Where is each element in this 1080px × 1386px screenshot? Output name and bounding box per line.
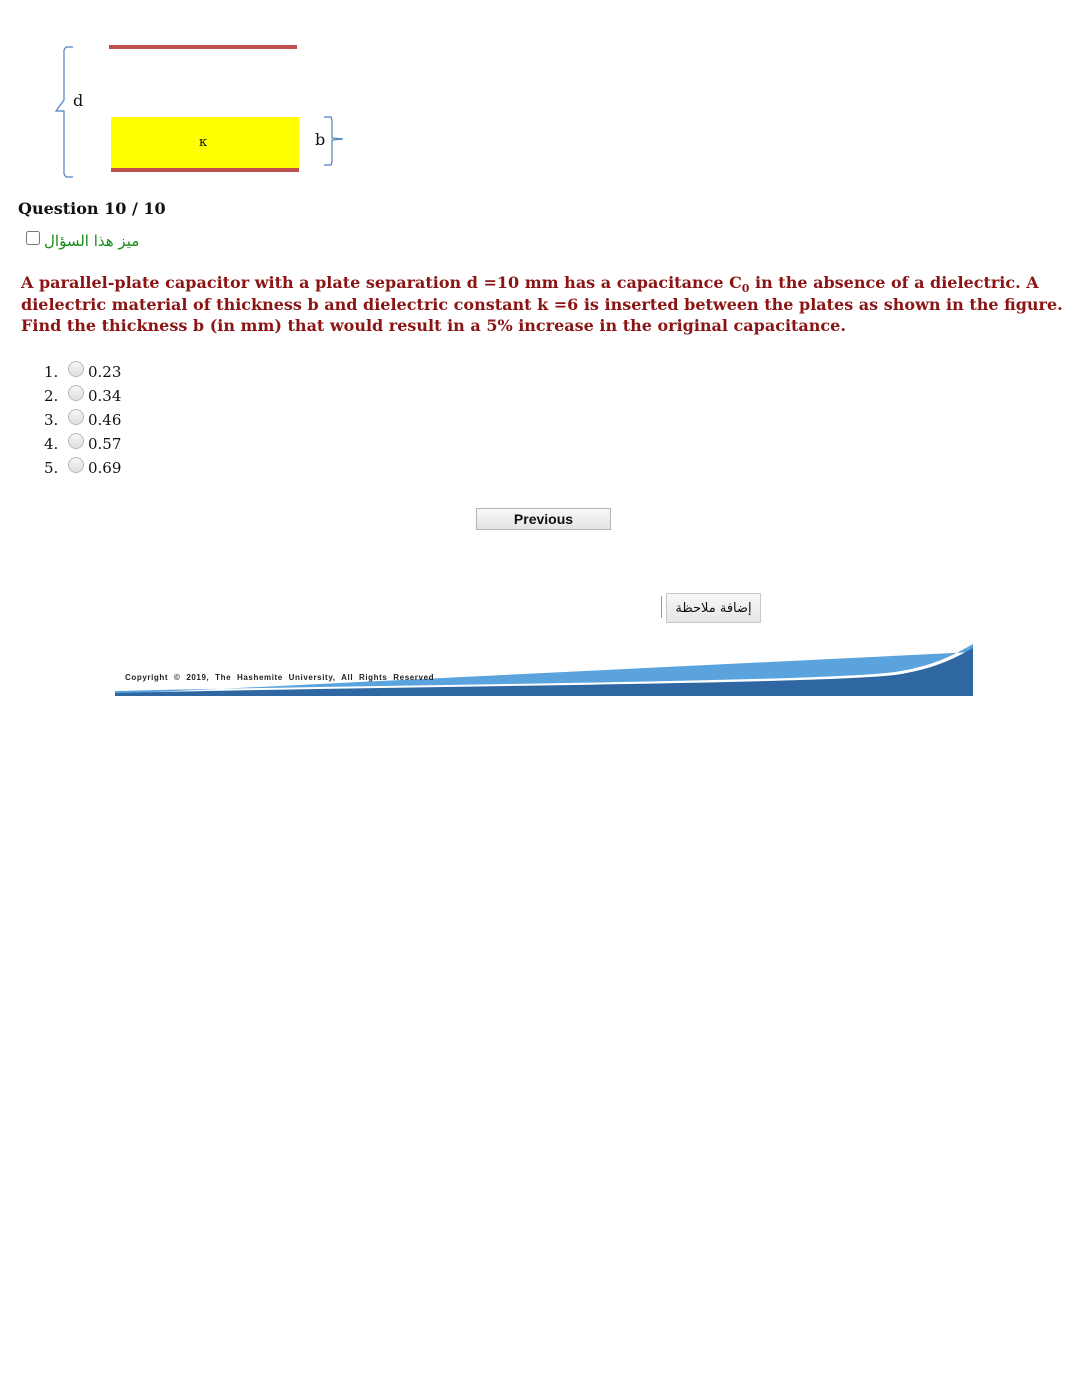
option-number: 3.: [44, 411, 59, 429]
capacitor-figure: [50, 38, 360, 188]
option-radio[interactable]: [68, 433, 84, 449]
flag-question-label[interactable]: ميز هذا السؤال: [44, 232, 140, 250]
answer-option[interactable]: [44, 456, 121, 480]
question-text: [21, 272, 1073, 337]
option-radio[interactable]: [68, 385, 84, 401]
option-number: 1.: [44, 363, 59, 381]
footer: [115, 642, 973, 696]
previous-button[interactable]: Previous: [476, 508, 611, 530]
question-number: Question 10 / 10: [18, 199, 166, 218]
option-radio[interactable]: [68, 457, 84, 473]
copyright-text: Copyright © 2019, The Hashemite University, All Rights Reserved: [125, 673, 435, 682]
footer-wave: [115, 642, 973, 696]
flag-question-row[interactable]: [26, 226, 139, 250]
answer-option[interactable]: [44, 432, 121, 456]
kappa-label: κ: [199, 135, 208, 150]
question-text-part2: in the absence of a dielectric. A dielectric material of thickness b and dielectric constant k =6 is inserted between the plates as shown in the figure. Find the thickness b (in mm) that would result in a 5% increase in the original capacitance.: [21, 273, 1063, 335]
option-label[interactable]: 0.46: [88, 411, 122, 429]
option-label[interactable]: 0.34: [88, 387, 122, 405]
add-note-button[interactable]: إضافة ملاحظة: [666, 593, 761, 623]
flag-question-checkbox[interactable]: [26, 231, 40, 245]
option-number: 5.: [44, 459, 59, 477]
d-label: d: [73, 91, 84, 110]
answer-option[interactable]: [44, 384, 121, 408]
b-label: b: [315, 130, 326, 149]
option-label[interactable]: 0.69: [88, 459, 122, 477]
option-number: 2.: [44, 387, 59, 405]
option-radio[interactable]: [68, 361, 84, 377]
b-bracket: [324, 117, 343, 165]
d-bracket: [56, 47, 73, 177]
option-number: 4.: [44, 435, 59, 453]
question-text-part1: A parallel-plate capacitor with a plate separation d =10 mm has a capacitance C: [21, 273, 742, 292]
option-label[interactable]: 0.23: [88, 363, 122, 381]
capacitor-diagram: [50, 38, 360, 188]
note-divider: [661, 596, 662, 618]
option-label[interactable]: 0.57: [88, 435, 122, 453]
top-plate: [109, 45, 297, 49]
bottom-plate: [111, 168, 299, 172]
answer-options: [44, 360, 121, 480]
option-radio[interactable]: [68, 409, 84, 425]
answer-option[interactable]: [44, 408, 121, 432]
answer-option[interactable]: [44, 360, 121, 384]
question-text-subscript: 0: [741, 282, 750, 296]
